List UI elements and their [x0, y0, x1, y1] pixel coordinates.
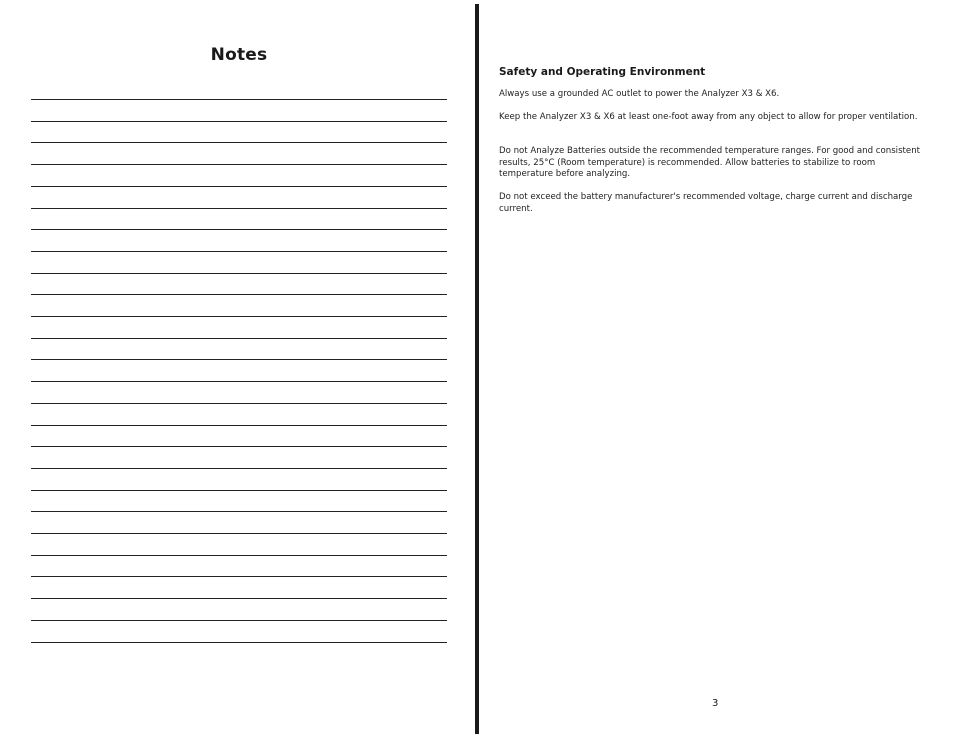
- ruled-line: [31, 533, 447, 534]
- ruled-line: [31, 642, 447, 643]
- paragraph-battery-limits: Do not exceed the battery manufacturer's recommended voltage, charge current and discharge current.: [499, 192, 913, 214]
- ruled-line: [31, 164, 447, 165]
- ruled-line: [31, 99, 447, 100]
- ruled-line: [31, 403, 447, 404]
- ruled-line: [31, 208, 447, 209]
- ruled-line: [31, 229, 447, 230]
- safety-page: [479, 0, 954, 738]
- ruled-line: [31, 490, 447, 491]
- ruled-line: [31, 620, 447, 621]
- ruled-line: [31, 251, 447, 252]
- ruled-line: [31, 273, 447, 274]
- ruled-line: [31, 359, 447, 360]
- ruled-line: [31, 338, 447, 339]
- ruled-line: [31, 381, 447, 382]
- ruled-line: [31, 446, 447, 447]
- ruled-line: [31, 468, 447, 469]
- ruled-line: [31, 142, 447, 143]
- section-heading: Safety and Operating Environment: [499, 66, 706, 78]
- ruled-line: [31, 294, 447, 295]
- ruled-line: [31, 425, 447, 426]
- ruled-line: [31, 555, 447, 556]
- ruled-line: [31, 316, 447, 317]
- ruled-line: [31, 598, 447, 599]
- ruled-line: [31, 576, 447, 577]
- ruled-line: [31, 121, 447, 122]
- ruled-line: [31, 186, 447, 187]
- paragraph-ventilation: Keep the Analyzer X3 & X6 at least one-foot away from any object to allow for proper ventilation.: [499, 112, 918, 122]
- paragraph-grounded-outlet: Always use a grounded AC outlet to power the Analyzer X3 & X6.: [499, 89, 780, 99]
- notes-page: [0, 0, 475, 738]
- notes-title: Notes: [210, 45, 268, 65]
- paragraph-temperature: Do not Analyze Batteries outside the recommended temperature ranges. For good and consistent results, 25°C (Room temperature) is recommended. Allow batteries to stabilize to room temperature before analyzing.: [499, 146, 921, 179]
- page-number: 3: [712, 698, 719, 709]
- ruled-line: [31, 511, 447, 512]
